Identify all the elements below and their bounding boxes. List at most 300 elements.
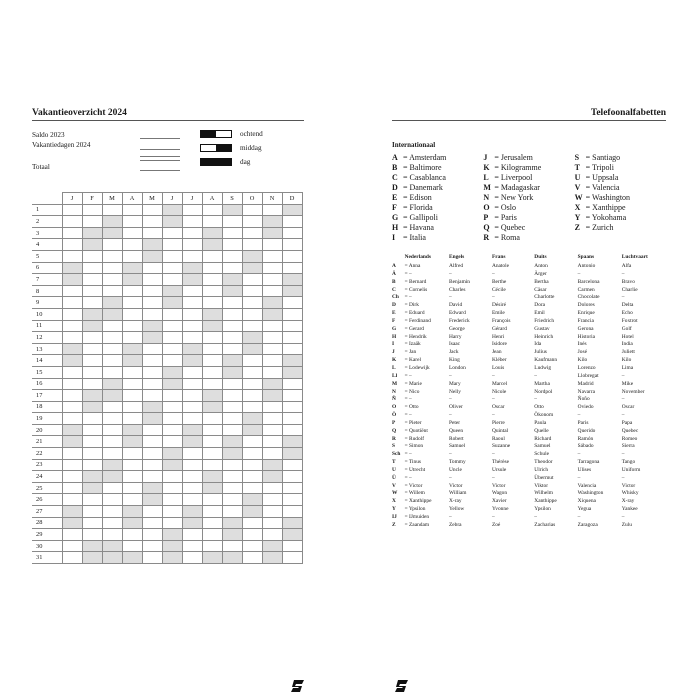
day-cell[interactable] xyxy=(162,482,182,494)
day-cell[interactable] xyxy=(62,424,82,436)
day-cell[interactable] xyxy=(202,204,222,216)
day-cell[interactable] xyxy=(222,413,242,425)
day-cell[interactable] xyxy=(122,401,142,413)
day-cell[interactable] xyxy=(242,494,262,506)
day-cell[interactable] xyxy=(102,390,122,402)
day-cell[interactable] xyxy=(242,320,262,332)
day-cell[interactable] xyxy=(162,216,182,228)
day-cell[interactable] xyxy=(122,482,142,494)
day-cell[interactable] xyxy=(82,355,102,367)
day-cell[interactable] xyxy=(162,355,182,367)
day-cell[interactable] xyxy=(222,332,242,344)
day-cell[interactable] xyxy=(82,471,102,483)
day-cell[interactable] xyxy=(122,332,142,344)
day-cell[interactable] xyxy=(202,343,222,355)
day-cell[interactable] xyxy=(222,552,242,564)
day-cell[interactable] xyxy=(182,262,202,274)
day-cell[interactable] xyxy=(82,297,102,309)
day-cell[interactable] xyxy=(202,506,222,518)
day-cell[interactable] xyxy=(262,540,282,552)
day-cell[interactable] xyxy=(162,262,182,274)
day-cell[interactable] xyxy=(62,401,82,413)
day-cell[interactable] xyxy=(122,308,142,320)
day-cell[interactable] xyxy=(242,343,262,355)
day-cell[interactable] xyxy=(242,390,262,402)
day-cell[interactable] xyxy=(202,436,222,448)
day-cell[interactable] xyxy=(262,343,282,355)
day-cell[interactable] xyxy=(222,459,242,471)
day-cell[interactable] xyxy=(202,459,222,471)
day-cell[interactable] xyxy=(62,332,82,344)
day-cell[interactable] xyxy=(242,424,262,436)
day-cell[interactable] xyxy=(242,355,262,367)
day-cell[interactable] xyxy=(102,262,122,274)
day-cell[interactable] xyxy=(162,366,182,378)
day-cell[interactable] xyxy=(282,308,302,320)
day-cell[interactable] xyxy=(202,494,222,506)
day-cell[interactable] xyxy=(182,448,202,460)
day-cell[interactable] xyxy=(142,216,162,228)
day-cell[interactable] xyxy=(222,529,242,541)
day-cell[interactable] xyxy=(222,355,242,367)
day-cell[interactable] xyxy=(62,529,82,541)
day-cell[interactable] xyxy=(182,378,202,390)
day-cell[interactable] xyxy=(202,262,222,274)
day-cell[interactable] xyxy=(102,448,122,460)
day-cell[interactable] xyxy=(82,390,102,402)
day-cell[interactable] xyxy=(222,448,242,460)
day-cell[interactable] xyxy=(182,401,202,413)
day-cell[interactable] xyxy=(282,517,302,529)
day-cell[interactable] xyxy=(282,401,302,413)
day-cell[interactable] xyxy=(122,459,142,471)
day-cell[interactable] xyxy=(82,529,102,541)
day-cell[interactable] xyxy=(82,378,102,390)
day-cell[interactable] xyxy=(122,448,142,460)
day-cell[interactable] xyxy=(82,250,102,262)
day-cell[interactable] xyxy=(282,204,302,216)
day-cell[interactable] xyxy=(122,378,142,390)
day-cell[interactable] xyxy=(162,540,182,552)
day-cell[interactable] xyxy=(242,413,262,425)
day-cell[interactable] xyxy=(262,320,282,332)
day-cell[interactable] xyxy=(242,459,262,471)
day-cell[interactable] xyxy=(262,401,282,413)
day-cell[interactable] xyxy=(142,204,162,216)
day-cell[interactable] xyxy=(202,540,222,552)
day-cell[interactable] xyxy=(242,285,262,297)
day-cell[interactable] xyxy=(102,366,122,378)
day-cell[interactable] xyxy=(282,216,302,228)
day-cell[interactable] xyxy=(102,413,122,425)
day-cell[interactable] xyxy=(202,471,222,483)
day-cell[interactable] xyxy=(282,320,302,332)
day-cell[interactable] xyxy=(142,285,162,297)
day-cell[interactable] xyxy=(282,436,302,448)
day-cell[interactable] xyxy=(62,482,82,494)
day-cell[interactable] xyxy=(62,250,82,262)
day-cell[interactable] xyxy=(182,506,202,518)
day-cell[interactable] xyxy=(242,471,262,483)
day-cell[interactable] xyxy=(262,297,282,309)
day-cell[interactable] xyxy=(222,343,242,355)
day-cell[interactable] xyxy=(62,204,82,216)
day-cell[interactable] xyxy=(122,274,142,286)
day-cell[interactable] xyxy=(82,459,102,471)
day-cell[interactable] xyxy=(222,250,242,262)
day-cell[interactable] xyxy=(82,285,102,297)
day-cell[interactable] xyxy=(82,552,102,564)
day-cell[interactable] xyxy=(122,494,142,506)
day-cell[interactable] xyxy=(182,343,202,355)
day-cell[interactable] xyxy=(242,540,262,552)
day-cell[interactable] xyxy=(262,204,282,216)
day-cell[interactable] xyxy=(102,529,122,541)
day-cell[interactable] xyxy=(142,320,162,332)
day-cell[interactable] xyxy=(202,448,222,460)
day-cell[interactable] xyxy=(282,285,302,297)
day-cell[interactable] xyxy=(62,262,82,274)
day-cell[interactable] xyxy=(262,552,282,564)
day-cell[interactable] xyxy=(162,297,182,309)
day-cell[interactable] xyxy=(222,401,242,413)
day-cell[interactable] xyxy=(162,390,182,402)
day-cell[interactable] xyxy=(102,459,122,471)
day-cell[interactable] xyxy=(182,471,202,483)
day-cell[interactable] xyxy=(142,482,162,494)
day-cell[interactable] xyxy=(262,366,282,378)
day-cell[interactable] xyxy=(62,471,82,483)
day-cell[interactable] xyxy=(142,308,162,320)
day-cell[interactable] xyxy=(182,355,202,367)
day-cell[interactable] xyxy=(182,227,202,239)
day-cell[interactable] xyxy=(202,216,222,228)
day-cell[interactable] xyxy=(222,216,242,228)
day-cell[interactable] xyxy=(122,529,142,541)
day-cell[interactable] xyxy=(162,204,182,216)
day-cell[interactable] xyxy=(202,308,222,320)
day-cell[interactable] xyxy=(142,517,162,529)
day-cell[interactable] xyxy=(122,297,142,309)
day-cell[interactable] xyxy=(162,436,182,448)
day-cell[interactable] xyxy=(182,552,202,564)
day-cell[interactable] xyxy=(82,436,102,448)
day-cell[interactable] xyxy=(102,517,122,529)
day-cell[interactable] xyxy=(182,413,202,425)
day-cell[interactable] xyxy=(282,459,302,471)
day-cell[interactable] xyxy=(82,366,102,378)
day-cell[interactable] xyxy=(282,355,302,367)
day-cell[interactable] xyxy=(242,250,262,262)
day-cell[interactable] xyxy=(262,285,282,297)
day-cell[interactable] xyxy=(242,274,262,286)
day-cell[interactable] xyxy=(182,366,202,378)
day-cell[interactable] xyxy=(202,355,222,367)
day-cell[interactable] xyxy=(62,378,82,390)
day-cell[interactable] xyxy=(102,274,122,286)
day-cell[interactable] xyxy=(262,378,282,390)
day-cell[interactable] xyxy=(62,413,82,425)
day-cell[interactable] xyxy=(142,494,162,506)
day-cell[interactable] xyxy=(82,494,102,506)
day-cell[interactable] xyxy=(102,540,122,552)
day-cell[interactable] xyxy=(282,239,302,251)
day-cell[interactable] xyxy=(102,227,122,239)
day-cell[interactable] xyxy=(102,355,122,367)
day-cell[interactable] xyxy=(162,239,182,251)
day-cell[interactable] xyxy=(262,390,282,402)
day-cell[interactable] xyxy=(62,343,82,355)
day-cell[interactable] xyxy=(282,482,302,494)
day-cell[interactable] xyxy=(262,239,282,251)
day-cell[interactable] xyxy=(102,250,122,262)
day-cell[interactable] xyxy=(162,250,182,262)
day-cell[interactable] xyxy=(282,494,302,506)
day-cell[interactable] xyxy=(282,424,302,436)
day-cell[interactable] xyxy=(122,390,142,402)
day-cell[interactable] xyxy=(162,459,182,471)
day-cell[interactable] xyxy=(182,332,202,344)
day-cell[interactable] xyxy=(262,471,282,483)
day-cell[interactable] xyxy=(62,239,82,251)
day-cell[interactable] xyxy=(242,436,262,448)
day-cell[interactable] xyxy=(142,343,162,355)
day-cell[interactable] xyxy=(162,424,182,436)
day-cell[interactable] xyxy=(162,378,182,390)
day-cell[interactable] xyxy=(242,482,262,494)
day-cell[interactable] xyxy=(122,250,142,262)
day-cell[interactable] xyxy=(202,320,222,332)
day-cell[interactable] xyxy=(222,204,242,216)
day-cell[interactable] xyxy=(242,297,262,309)
day-cell[interactable] xyxy=(182,529,202,541)
day-cell[interactable] xyxy=(102,482,122,494)
day-cell[interactable] xyxy=(202,413,222,425)
day-cell[interactable] xyxy=(202,366,222,378)
day-cell[interactable] xyxy=(122,239,142,251)
day-cell[interactable] xyxy=(242,448,262,460)
day-cell[interactable] xyxy=(122,471,142,483)
day-cell[interactable] xyxy=(262,274,282,286)
day-cell[interactable] xyxy=(122,262,142,274)
day-cell[interactable] xyxy=(282,540,302,552)
day-cell[interactable] xyxy=(162,285,182,297)
day-cell[interactable] xyxy=(102,297,122,309)
day-cell[interactable] xyxy=(242,366,262,378)
day-cell[interactable] xyxy=(262,517,282,529)
day-cell[interactable] xyxy=(142,262,162,274)
day-cell[interactable] xyxy=(202,285,222,297)
day-cell[interactable] xyxy=(262,227,282,239)
day-cell[interactable] xyxy=(82,448,102,460)
day-cell[interactable] xyxy=(242,552,262,564)
day-cell[interactable] xyxy=(282,227,302,239)
day-cell[interactable] xyxy=(282,506,302,518)
day-cell[interactable] xyxy=(262,482,282,494)
day-cell[interactable] xyxy=(182,540,202,552)
day-cell[interactable] xyxy=(202,482,222,494)
day-cell[interactable] xyxy=(282,390,302,402)
day-cell[interactable] xyxy=(62,366,82,378)
day-cell[interactable] xyxy=(282,250,302,262)
day-cell[interactable] xyxy=(82,308,102,320)
day-cell[interactable] xyxy=(222,517,242,529)
day-cell[interactable] xyxy=(122,413,142,425)
day-cell[interactable] xyxy=(242,378,262,390)
day-cell[interactable] xyxy=(102,239,122,251)
day-cell[interactable] xyxy=(182,250,202,262)
day-cell[interactable] xyxy=(162,413,182,425)
day-cell[interactable] xyxy=(142,552,162,564)
day-cell[interactable] xyxy=(202,378,222,390)
day-cell[interactable] xyxy=(122,366,142,378)
day-cell[interactable] xyxy=(82,506,102,518)
day-cell[interactable] xyxy=(222,239,242,251)
day-cell[interactable] xyxy=(222,320,242,332)
day-cell[interactable] xyxy=(182,204,202,216)
day-cell[interactable] xyxy=(182,274,202,286)
day-cell[interactable] xyxy=(142,413,162,425)
day-cell[interactable] xyxy=(82,343,102,355)
day-cell[interactable] xyxy=(102,320,122,332)
day-cell[interactable] xyxy=(122,517,142,529)
day-cell[interactable] xyxy=(222,436,242,448)
day-cell[interactable] xyxy=(182,239,202,251)
day-cell[interactable] xyxy=(122,540,142,552)
day-cell[interactable] xyxy=(242,204,262,216)
day-cell[interactable] xyxy=(82,239,102,251)
day-cell[interactable] xyxy=(222,471,242,483)
day-cell[interactable] xyxy=(282,471,302,483)
day-cell[interactable] xyxy=(122,436,142,448)
day-cell[interactable] xyxy=(182,390,202,402)
day-cell[interactable] xyxy=(282,297,302,309)
day-cell[interactable] xyxy=(142,297,162,309)
day-cell[interactable] xyxy=(102,378,122,390)
day-cell[interactable] xyxy=(182,285,202,297)
day-cell[interactable] xyxy=(222,390,242,402)
day-cell[interactable] xyxy=(122,320,142,332)
day-cell[interactable] xyxy=(202,250,222,262)
day-cell[interactable] xyxy=(102,471,122,483)
day-cell[interactable] xyxy=(222,494,242,506)
day-cell[interactable] xyxy=(282,378,302,390)
day-cell[interactable] xyxy=(262,506,282,518)
day-cell[interactable] xyxy=(102,216,122,228)
day-cell[interactable] xyxy=(162,274,182,286)
day-cell[interactable] xyxy=(202,517,222,529)
day-cell[interactable] xyxy=(142,436,162,448)
day-cell[interactable] xyxy=(122,506,142,518)
day-cell[interactable] xyxy=(282,343,302,355)
day-cell[interactable] xyxy=(262,332,282,344)
day-cell[interactable] xyxy=(82,216,102,228)
day-cell[interactable] xyxy=(182,517,202,529)
day-cell[interactable] xyxy=(142,459,162,471)
day-cell[interactable] xyxy=(282,552,302,564)
day-cell[interactable] xyxy=(142,355,162,367)
day-cell[interactable] xyxy=(182,482,202,494)
day-cell[interactable] xyxy=(282,274,302,286)
day-cell[interactable] xyxy=(262,308,282,320)
day-cell[interactable] xyxy=(122,552,142,564)
day-cell[interactable] xyxy=(242,517,262,529)
day-cell[interactable] xyxy=(142,250,162,262)
day-cell[interactable] xyxy=(242,216,262,228)
day-cell[interactable] xyxy=(222,540,242,552)
day-cell[interactable] xyxy=(242,308,262,320)
day-cell[interactable] xyxy=(162,227,182,239)
day-cell[interactable] xyxy=(82,517,102,529)
day-cell[interactable] xyxy=(182,297,202,309)
day-cell[interactable] xyxy=(62,227,82,239)
day-cell[interactable] xyxy=(262,355,282,367)
day-cell[interactable] xyxy=(222,366,242,378)
day-cell[interactable] xyxy=(142,471,162,483)
day-cell[interactable] xyxy=(222,274,242,286)
day-cell[interactable] xyxy=(122,216,142,228)
day-cell[interactable] xyxy=(262,262,282,274)
day-cell[interactable] xyxy=(202,401,222,413)
day-cell[interactable] xyxy=(242,262,262,274)
day-cell[interactable] xyxy=(62,308,82,320)
day-cell[interactable] xyxy=(102,436,122,448)
day-cell[interactable] xyxy=(82,401,102,413)
day-cell[interactable] xyxy=(62,216,82,228)
day-cell[interactable] xyxy=(182,308,202,320)
day-cell[interactable] xyxy=(262,448,282,460)
day-cell[interactable] xyxy=(162,448,182,460)
day-cell[interactable] xyxy=(162,552,182,564)
day-cell[interactable] xyxy=(162,517,182,529)
day-cell[interactable] xyxy=(262,250,282,262)
day-cell[interactable] xyxy=(142,529,162,541)
day-cell[interactable] xyxy=(202,239,222,251)
day-cell[interactable] xyxy=(162,494,182,506)
day-cell[interactable] xyxy=(82,227,102,239)
day-cell[interactable] xyxy=(162,506,182,518)
day-cell[interactable] xyxy=(262,436,282,448)
day-cell[interactable] xyxy=(222,424,242,436)
day-cell[interactable] xyxy=(162,529,182,541)
day-cell[interactable] xyxy=(202,297,222,309)
day-cell[interactable] xyxy=(82,424,102,436)
day-cell[interactable] xyxy=(182,436,202,448)
day-cell[interactable] xyxy=(222,227,242,239)
day-cell[interactable] xyxy=(142,424,162,436)
day-cell[interactable] xyxy=(142,401,162,413)
day-cell[interactable] xyxy=(122,227,142,239)
day-cell[interactable] xyxy=(202,227,222,239)
day-cell[interactable] xyxy=(102,552,122,564)
day-cell[interactable] xyxy=(62,517,82,529)
day-cell[interactable] xyxy=(242,332,262,344)
day-cell[interactable] xyxy=(62,274,82,286)
day-cell[interactable] xyxy=(222,482,242,494)
day-cell[interactable] xyxy=(102,343,122,355)
day-cell[interactable] xyxy=(62,552,82,564)
day-cell[interactable] xyxy=(62,506,82,518)
day-cell[interactable] xyxy=(262,216,282,228)
day-cell[interactable] xyxy=(282,529,302,541)
day-cell[interactable] xyxy=(202,552,222,564)
day-cell[interactable] xyxy=(282,448,302,460)
day-cell[interactable] xyxy=(202,424,222,436)
day-cell[interactable] xyxy=(142,540,162,552)
day-cell[interactable] xyxy=(62,436,82,448)
day-cell[interactable] xyxy=(142,506,162,518)
day-cell[interactable] xyxy=(142,390,162,402)
